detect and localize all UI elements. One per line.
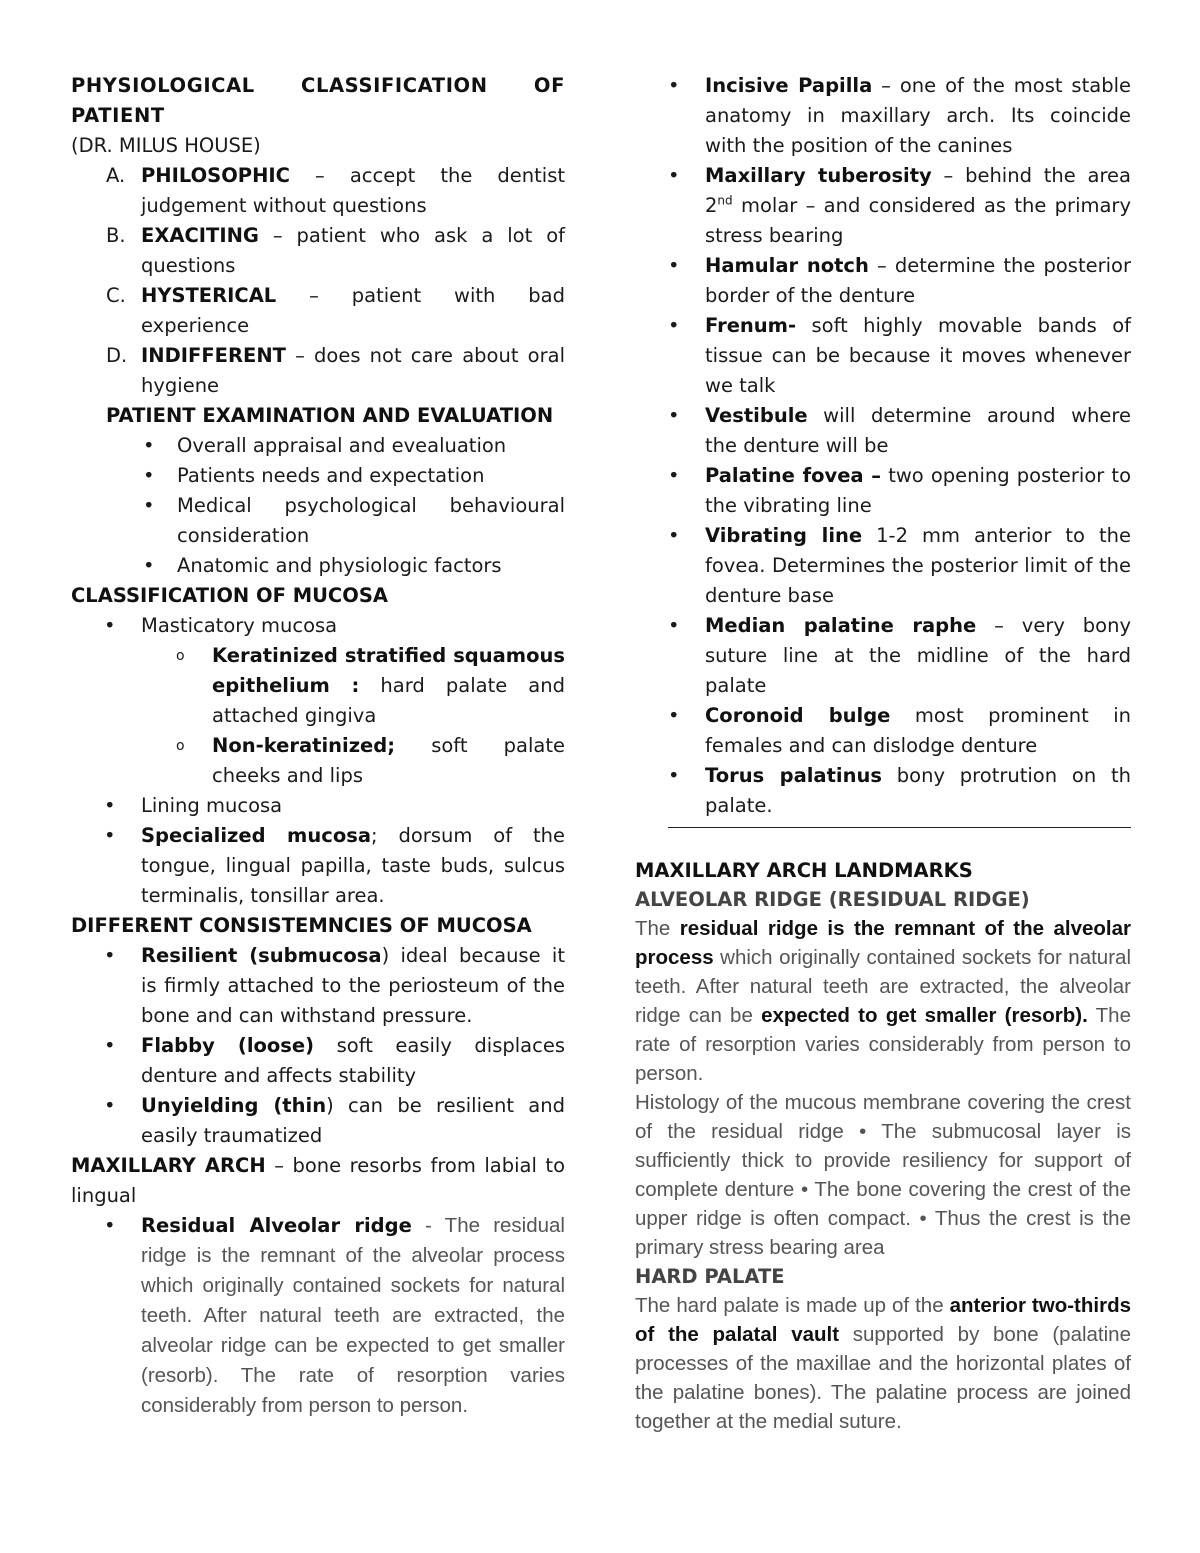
exam-list (71, 431, 565, 581)
list-item: • Resilient (submucosa) ideal because it is firmly attached to the periosteum of the bone and can withstand pressure. (104, 944, 565, 1027)
list-item: • Frenum- soft highly movable bands of tissue can be because it moves whenever we talk (668, 314, 1131, 397)
list-item: • Flabby (loose) soft easily displaces denture and affects stability (104, 1034, 565, 1087)
list-item: • Masticatory mucosa (104, 614, 338, 637)
list-item: • Incisive Papilla – one of the most stable anatomy in maxillary arch. Its coincide with the position of the canines (668, 74, 1131, 157)
physiological-heading: PHYSIOLOGICAL CLASSIFICATION OF PATIENT (71, 74, 565, 127)
consistency-heading: DIFFERENT CONSISTEMNCIES OF MUCOSA (71, 914, 532, 937)
list-item: • Unyielding (thin) can be resilient and easily traumatized (104, 1094, 565, 1147)
patient-classes (71, 161, 565, 401)
exam-heading: PATIENT EXAMINATION AND EVALUATION (106, 404, 554, 427)
sub-list-item: o Non-keratinized; soft palate cheeks and lips (176, 734, 565, 787)
left-column (71, 71, 565, 1421)
list-item: • Palatine fovea – two opening posterior to the vibrating line (668, 464, 1131, 517)
landmark-list (635, 71, 1131, 821)
list-item: • Vibrating line 1-2 mm anterior to the fovea. Determines the posterior limit of the denture base (668, 524, 1131, 607)
arch-landmarks-heading: MAXILLARY ARCH LANDMARKS (635, 859, 973, 882)
list-item: • Coronoid bulge most prominent in females and can dislodge denture (668, 704, 1132, 757)
ridge-paragraph: The residual ridge is the remnant of the alveolar process which originally contained sockets for natural teeth. After natural teeth are extracted, the alveolar ridge can be expected to get smaller (resorb). The rate of resorption varies considerably from person to person. (635, 917, 1131, 1085)
list-item: • Residual Alveolar ridge - The residual ridge is the remnant of the alveolar process which originally contained sockets for natural teeth. After natural teeth are extracted, the alveolar ridge can be expected to get smaller (resorb). The rate of resorption varies considerably from person to person. (104, 1214, 565, 1417)
class-item: A. PHILOSOPHIC – accept the dentist judgement without questions (106, 164, 565, 217)
author-line: (DR. MILUS HOUSE) (71, 134, 261, 157)
class-item: C. HYSTERICAL – patient with bad experience (106, 284, 565, 337)
histology-paragraph: Histology of the mucous membrane covering the crest of the residual ridge • The submucosal layer is sufficiently thick to provide resiliency for support of complete denture • The bone covering the crest of the upper ridge is often compact. • Thus the crest is the primary stress bearing area (635, 1091, 1131, 1259)
list-item: • Torus palatinus bony protrution on th palate. (668, 764, 1131, 817)
class-item: D. INDIFFERENT – does not care about oral hygiene (106, 344, 565, 397)
list-item: • Median palatine raphe – very bony suture line at the midline of the hard palate (668, 614, 1131, 697)
maxillary-arch-line: MAXILLARY ARCH – bone resorbs from labial to lingual (71, 1154, 566, 1207)
list-item: • Overall appraisal and evealuation (143, 434, 507, 457)
list-item: • Anatomic and physiologic factors (143, 554, 502, 577)
list-item: • Vestibule will determine around where the denture will be (668, 404, 1131, 457)
hard-palate-paragraph: The hard palate is made up of the anterior two-thirds of the palatal vault supported by bone (palatine processes of the maxillae and the horizontal plates of the palatine bones). The palatine process are joined together at the medial suture. (635, 1294, 1131, 1433)
list-item: • Hamular notch – determine the posterior border of the denture (668, 254, 1131, 307)
list-item: • Specialized mucosa; dorsum of the tongue, lingual papilla, taste buds, sulcus terminalis, tonsillar area. (104, 824, 565, 907)
class-item: B. EXACITING – patient who ask a lot of questions (106, 224, 565, 277)
hard-palate-heading: HARD PALATE (635, 1265, 785, 1288)
right-column (635, 71, 1131, 1436)
section-divider (668, 827, 1131, 828)
sub-list-item: o Keratinized stratified squamous epithelium : hard palate and attached gingiva (176, 644, 565, 727)
list-item: • Patients needs and expectation (143, 464, 485, 487)
list-item: • Medical psychological behavioural consideration (143, 494, 565, 547)
mucosa-heading: CLASSIFICATION OF MUCOSA (71, 584, 388, 607)
ridge-heading: ALVEOLAR RIDGE (RESIDUAL RIDGE) (635, 888, 1030, 911)
list-item: • Maxillary tuberosity – behind the area 2nd molar – and considered as the primary stress bearing (668, 164, 1131, 247)
list-item: • Lining mucosa (104, 794, 283, 817)
